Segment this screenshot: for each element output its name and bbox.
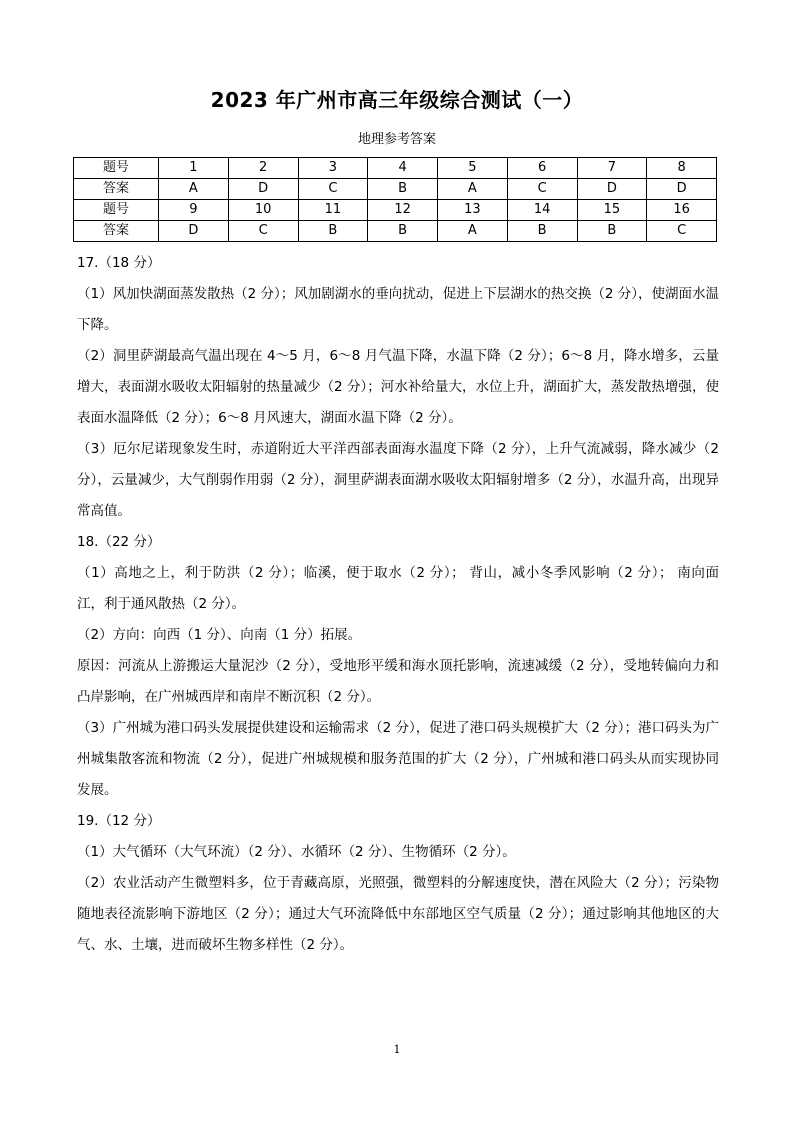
table-cell: 13 [438, 200, 508, 221]
q17-part3: （3）厄尔尼诺现象发生时，赤道附近大平洋西部表面海水温度下降（2 分），上升气流减弱，降水减少（2 分），云量减少，大气削弱作用弱（2 分），洞里萨湖表面湖水吸收太阳辐射增多（2 分），水温升高，出现异常高值。 [77, 441, 719, 519]
table-cell: D [228, 179, 298, 200]
table-cell: 1 [159, 158, 229, 179]
q17-part1: （1）风加快湖面蒸发散热（2 分）；风加剧湖水的垂向扰动，促进上下层湖水的热交换（2 分），使湖面水温下降。 [77, 286, 719, 333]
q19-part2: （2）农业活动产生微塑料多，位于青藏高原，光照强，微塑料的分解速度快，潜在风险大（2 分）；污染物随地表径流影响下游地区（2 分）；通过大气环流降低中东部地区空气质量（2 分）；通过影响其他地区的大气、水、土壤，进而破坏生物多样性（2 分）。 [77, 875, 719, 953]
table-cell: D [647, 179, 717, 200]
table-cell: 6 [507, 158, 577, 179]
q18-heading: 18.（22 分） [77, 534, 161, 550]
q18-part3: （3）广州城为港口码头发展提供建设和运输需求（2 分），促进了港口码头规模扩大（2 分）；港口码头为广州城集散客流和物流（2 分），促进广州城规模和服务范围的扩大（2 分），广州城和港口码头从而实现协同发展。 [77, 720, 719, 798]
row-label: 答案 [74, 221, 159, 242]
q19-part1: （1）大气循环（大气环流）（2 分）、水循环（2 分）、生物循环（2 分）。 [77, 844, 516, 860]
table-cell: 12 [368, 200, 438, 221]
table-cell: 2 [228, 158, 298, 179]
answer-body [77, 248, 719, 961]
q18-part2: （2）方向：向西（1 分）、向南（1 分）拓展。 [77, 627, 362, 643]
table-row [74, 179, 717, 200]
table-cell: 10 [228, 200, 298, 221]
q19-heading: 19.（12 分） [77, 813, 161, 829]
table-row [74, 221, 717, 242]
page-title: 2023 年广州市高三年级综合测试（一） [210, 88, 584, 112]
table-cell: 16 [647, 200, 717, 221]
row-label: 题号 [74, 200, 159, 221]
table-cell: 9 [159, 200, 229, 221]
table-cell: 7 [577, 158, 647, 179]
table-cell: 15 [577, 200, 647, 221]
table-cell: C [228, 221, 298, 242]
table-cell: C [298, 179, 368, 200]
table-cell: 8 [647, 158, 717, 179]
q18-part1: （1）高地之上，利于防洪（2 分）；临溪，便于取水（2 分）； 背山，减小冬季风影响（2 分）； 南向面江，利于通风散热（2 分）。 [77, 565, 719, 612]
table-cell: D [159, 221, 229, 242]
table-cell: A [159, 179, 229, 200]
table-cell: 14 [507, 200, 577, 221]
page-subtitle: 地理参考答案 [357, 132, 436, 147]
table-row [74, 158, 717, 179]
table-cell: B [368, 179, 438, 200]
answer-table [73, 157, 717, 242]
q17-part2: （2）洞里萨湖最高气温出现在 4～5 月，6～8 月气温下降，水温下降（2 分）；6～8 月，降水增多，云量增大，表面湖水吸收太阳辐射的热量减少（2 分）；河水补给量大，水位上升，湖面扩大，蒸发散热增强，使表面水温降低（2 分）；6～8 月风速大，湖面水温下降（2 分）。 [77, 348, 719, 426]
table-cell: 11 [298, 200, 368, 221]
table-row [74, 200, 717, 221]
table-cell: A [438, 221, 508, 242]
table-cell: 5 [438, 158, 508, 179]
table-cell: D [577, 179, 647, 200]
table-cell: A [438, 179, 508, 200]
page-number: 1 [393, 1043, 401, 1056]
q18-part2-reason: 原因：河流从上游搬运大量泥沙（2 分），受地形平缓和海水顶托影响，流速减缓（2 分），受地转偏向力和凸岸影响，在广州城西岸和南岸不断沉积（2 分）。 [77, 658, 719, 705]
table-cell: 3 [298, 158, 368, 179]
q17-heading: 17.（18 分） [77, 255, 161, 271]
table-cell: B [507, 221, 577, 242]
row-label: 答案 [74, 179, 159, 200]
table-cell: 4 [368, 158, 438, 179]
table-cell: B [577, 221, 647, 242]
table-cell: B [368, 221, 438, 242]
table-cell: C [647, 221, 717, 242]
table-cell: C [507, 179, 577, 200]
table-cell: B [298, 221, 368, 242]
row-label: 题号 [74, 158, 159, 179]
